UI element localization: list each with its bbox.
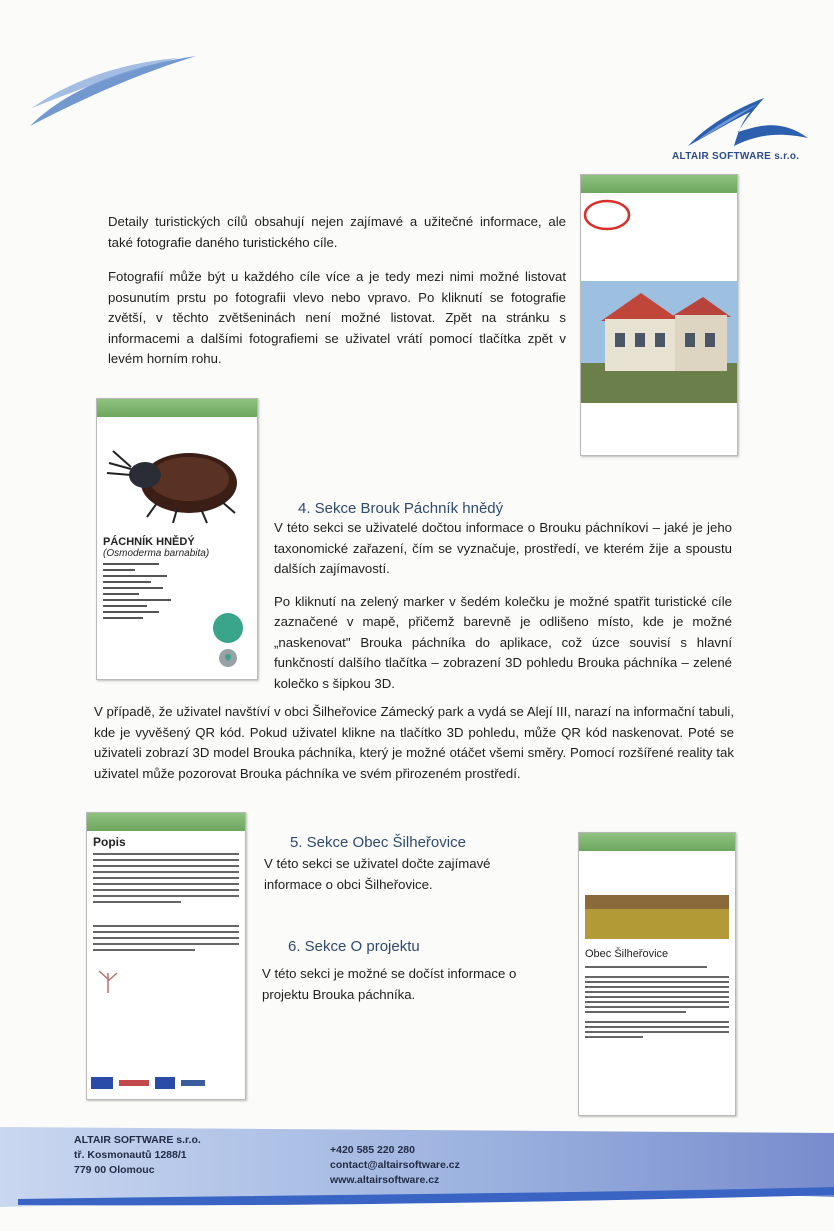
footer-street: tř. Kosmonautů 1288/1 xyxy=(74,1149,187,1161)
screenshot-village-section xyxy=(578,832,736,1116)
footer-contact-block xyxy=(330,1143,460,1188)
logo-company-name: ALTAIR SOFTWARE s.r.o. xyxy=(672,151,800,162)
footer-web[interactable]: www.altairsoftware.cz xyxy=(330,1174,440,1186)
section-5-text xyxy=(264,854,534,895)
plant-drawing-icon xyxy=(93,965,123,995)
decorative-swoosh-top-left xyxy=(28,48,198,128)
section-4-paragraph-1: V této sekci se uživatelé dočtou informace o Brouku páchníkovi – jaké je jeho taxonomické zařazení, čím se vyznačuje, prostředí, ve kterém žije a spoustu dalších zajímavostí. xyxy=(274,520,732,576)
screenshot-header-bar xyxy=(581,175,737,193)
map-marker-button[interactable] xyxy=(219,649,237,667)
project-text-lines xyxy=(93,853,239,951)
section-4-text xyxy=(274,518,732,694)
footer-phone: +420 585 220 280 xyxy=(330,1144,415,1156)
screenshot-project-section xyxy=(86,812,246,1100)
building-photo-image xyxy=(581,193,737,455)
beetle-title: PÁCHNÍK HNĚDÝ xyxy=(103,536,195,548)
footer-city: 779 00 Olomouc xyxy=(74,1164,155,1176)
screenshot-header-bar xyxy=(87,813,245,831)
screenshot-header-bar xyxy=(97,399,257,417)
section-4-paragraph-3: V případě, že uživatel navštíví v obci Šilheřovice Zámecký park a vydá se Alejí III, narazí na informační tabuli, kde je vyvěšený QR kód. Pokud uživatel klikne na tlačítko 3D pohledu, může QR kód naskenovat. Poté se uživateli zobrazí 3D model Brouka páchníka, který je možné otáčet všemi směry. Pomocí rozšířené reality tak uživatel může pozorovat Brouka páchníka ve svém přirozeném prostředí. xyxy=(94,704,734,781)
footer-email[interactable]: contact@altairsoftware.cz xyxy=(330,1159,460,1171)
eu-logos-strip xyxy=(87,1071,246,1095)
intro-paragraph-1: Detaily turistických cílů obsahují nejen zajímavé a užitečné informace, ale také fotografie daného turistického cíle. xyxy=(108,214,566,250)
intro-paragraph-2: Fotografií může být u každého cíle více a je tedy mezi nimi možné listovat posunutím prstu po fotografii vlevo nebo vpravo. Po kliknutí se fotografie zvětší, v těchto zvětšeninách není možné listovat. Zpět na stránku s informacemi a dalšími fotografiemi se uživatel vrátí pomocí tlačítka zpět v levém horním rohu. xyxy=(108,269,566,366)
section-5-heading: 5. Sekce Obec Šilheřovice xyxy=(290,834,466,851)
beetle-image xyxy=(97,417,257,527)
project-title: Popis xyxy=(93,835,126,849)
section-6-heading: 6. Sekce O projektu xyxy=(288,938,420,955)
footer-address-block xyxy=(74,1133,201,1178)
footer-company: ALTAIR SOFTWARE s.r.o. xyxy=(74,1134,201,1146)
screenshot-tourist-detail xyxy=(580,174,738,456)
section-4-full-width-text xyxy=(94,702,734,784)
village-photo-image xyxy=(579,851,735,941)
village-title: Obec Šilheřovice xyxy=(585,948,669,960)
screenshot-header-bar xyxy=(579,833,735,851)
section-4-heading: 4. Sekce Brouk Páchník hnědý xyxy=(298,500,504,517)
village-text-lines xyxy=(585,966,729,1038)
section-4-paragraph-2: Po kliknutí na zelený marker v šedém kolečku je možné spatřit turistické cíle zaznačené v mapě, přičemž barevně je odlišeno místo, kde je možné „naskenovat" Brouka páchníka do aplikace, což úzce souvisí s hlavní funkčností dalšího tlačítka – zobrazení 3D pohledu Brouka páchníka – zelené kolečko s šipkou 3D. xyxy=(274,593,732,691)
section-6-text xyxy=(262,964,538,1005)
section-6-paragraph: V této sekci je možné se dočíst informace o projektu Brouka páchníka. xyxy=(262,966,517,1002)
3d-view-button[interactable] xyxy=(213,613,243,643)
marker-icon xyxy=(224,653,232,661)
screenshot-beetle-section xyxy=(96,398,258,680)
intro-text-block xyxy=(108,212,566,370)
section-5-paragraph: V této sekci se uživatel dočte zajímavé informace o obci Šilheřovice. xyxy=(264,856,491,892)
beetle-subtitle: (Osmoderma barnabita) xyxy=(103,548,210,559)
beetle-taxonomy-lines xyxy=(103,563,183,619)
